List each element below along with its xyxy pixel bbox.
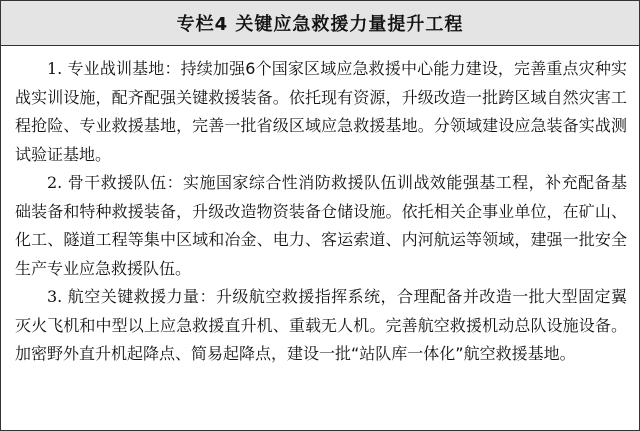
box-content bbox=[15, 55, 627, 369]
title-bar bbox=[1, 1, 639, 46]
item-2-paragraph bbox=[15, 169, 627, 283]
item-1-heading: 1. 专业战训基地： bbox=[47, 59, 181, 78]
item-3-heading: 3. 航空关键救援力量： bbox=[47, 287, 216, 306]
item-1-paragraph bbox=[15, 55, 627, 169]
item-1-body: 持续加强6个国家区域应急救援中心能力建设，完善重点灾种实战实训设施，配齐配强关键救援装备。依托现有资源，升级改造一批跨区域自然灾害工程抢险、专业救援基地，完善一批省级区域应急救援基地。分领域建设应急装备实战测试验证基地。 bbox=[15, 59, 627, 164]
item-3-paragraph bbox=[15, 283, 627, 369]
item-2-heading: 2. 骨干救援队伍： bbox=[47, 173, 184, 192]
item-3-body: 升级航空救援指挥系统，合理配备并改造一批大型固定翼灭火飞机和中型以上应急救援直升机、重载无人机。完善航空救援机动总队设施设备。加密野外直升机起降点、简易起降点，建设一批“站队库一体化”航空救援基地。 bbox=[15, 287, 627, 363]
box-title: 专栏4 关键应急救援力量提升工程 bbox=[176, 14, 464, 35]
item-2-body: 实施国家综合性消防救援队伍训战效能强基工程，补充配备基础装备和特种救援装备，升级改造物资装备仓储设施。依托相关企事业单位，在矿山、化工、隧道工程等集中区域和冶金、电力、客运索道、内河航运等领域，建强一批安全生产专业应急救援队伍。 bbox=[15, 173, 627, 278]
